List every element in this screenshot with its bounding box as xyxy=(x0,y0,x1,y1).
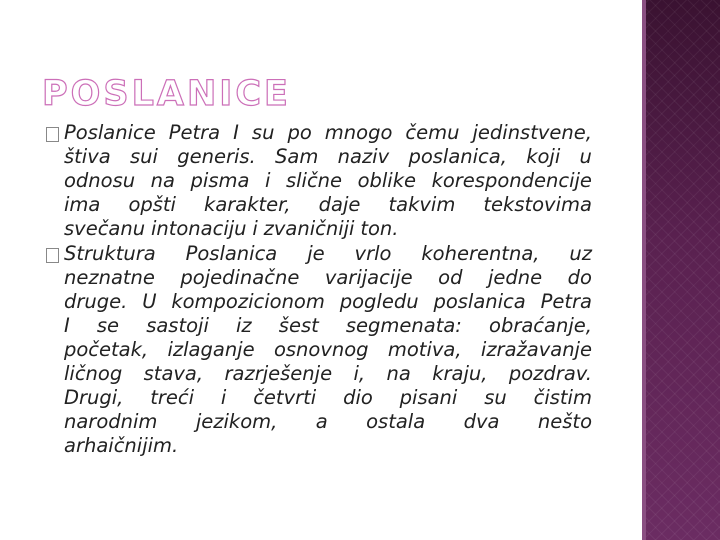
text-line: narodnim jezikom, a ostala dva nešto xyxy=(64,410,592,433)
text-line: druge. U kompozicionom pogledu poslanica Petra xyxy=(64,290,592,313)
text-line: Drugi, treći i četvrti dio pisani su čistim xyxy=(64,386,592,409)
text-line: I se sastoji iz šest segmenata: obraćanje, xyxy=(64,314,592,337)
text-line: ima opšti karakter, daje takvim tekstovima xyxy=(64,193,592,216)
side-panel-edge xyxy=(642,0,646,540)
bullet-paragraph-1 xyxy=(40,121,592,241)
text-line: ličnog stava, razrješenje i, na kraju, pozdrav. xyxy=(64,362,592,385)
text-line: svečanu intonaciju i zvaničniji ton. xyxy=(64,217,399,240)
slide-body xyxy=(40,121,592,459)
slide-title: POSLANICE xyxy=(42,74,291,114)
decorative-side-panel xyxy=(642,0,720,540)
checkbox-bullet-icon xyxy=(46,248,59,263)
bullet-paragraph-2 xyxy=(40,242,592,458)
text-line: početak, izlaganje osnovnog motiva, izražavanje xyxy=(64,338,592,361)
checkbox-bullet-icon xyxy=(46,127,59,142)
text-line: arhaičnijim. xyxy=(64,434,179,457)
text-line: štiva sui generis. Sam naziv poslanica, koji u xyxy=(64,145,592,168)
text-line: neznatne pojedinačne varijacije od jedne do xyxy=(64,266,592,289)
text-line: odnosu na pisma i slične oblike korespondencije xyxy=(64,169,592,192)
text-line: Poslanice Petra I su po mnogo čemu jedinstvene, xyxy=(64,121,592,144)
text-line: Struktura Poslanica je vrlo koherentna, uz xyxy=(64,242,592,265)
